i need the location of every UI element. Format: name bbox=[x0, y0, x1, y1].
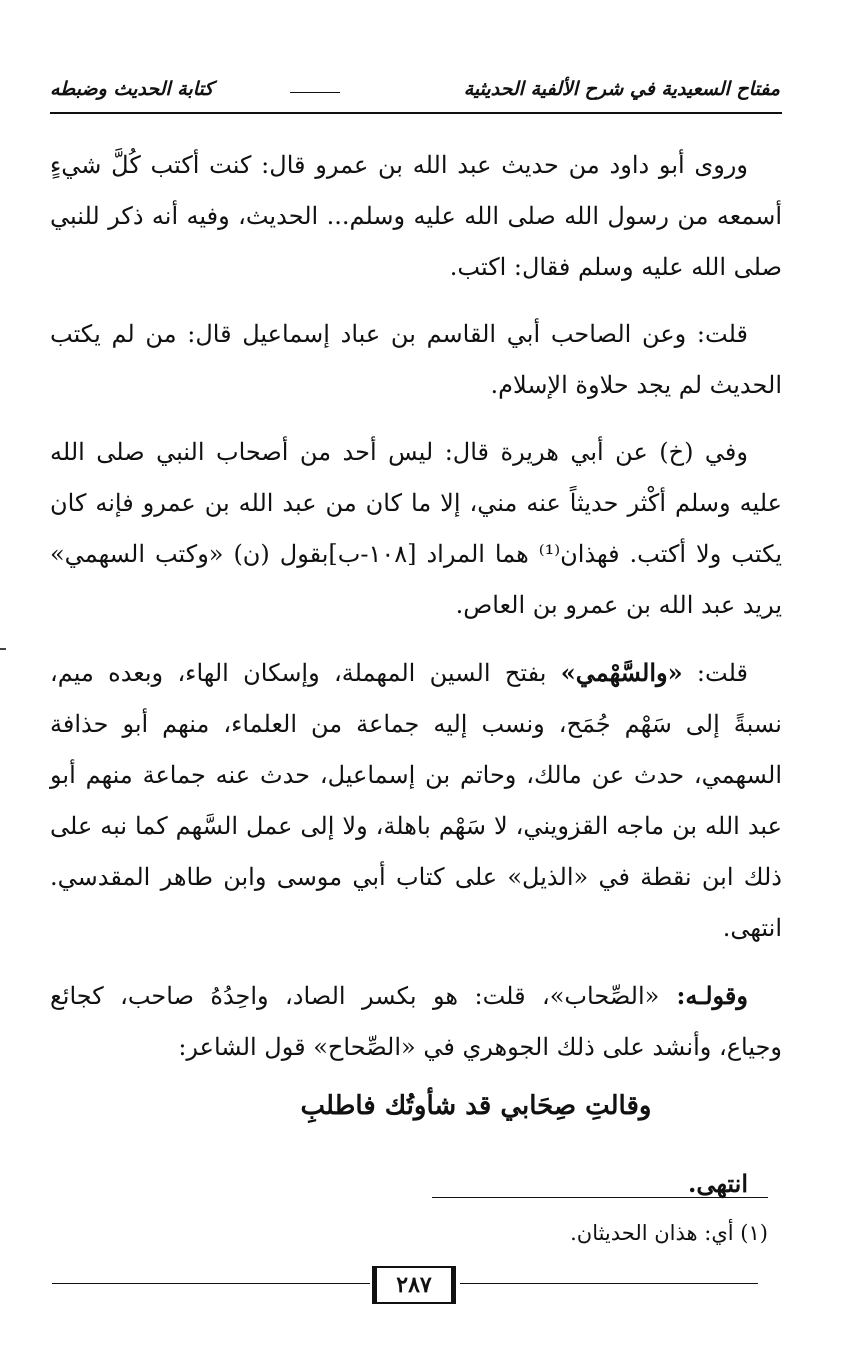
poetry-verse: وقالتِ صِحَابي قد شأوتُك فاطلبِ bbox=[300, 1091, 652, 1121]
paragraph-3: وفي (خ) عن أبي هريرة قال: ليس أحد من أصحاب النبي صلى الله عليه وسلم أكْثر حديثاً عنه مني، إلا ما كان من عبد الله بن عمرو فإنه كان يكتب ولا أكتب. فهذان⁽¹⁾ هما المراد [١٠٨-ب]بقول (ن) «وكتب السهمي» يريد عبد الله بن عمرو بن العاص. bbox=[50, 438, 783, 619]
paragraph-5 bbox=[50, 970, 782, 1073]
main-text bbox=[50, 140, 782, 1209]
chapter-title: كتابة الحديث وضبطه bbox=[50, 78, 214, 100]
footnote-rule bbox=[432, 1197, 768, 1198]
book-title: مفتاح السعيدية في شرح الألفية الحديثية bbox=[463, 78, 780, 100]
paragraph-4 bbox=[50, 647, 782, 954]
end-word: انتهى. bbox=[687, 1169, 748, 1198]
paragraph-4-body: بفتح السين المهملة، وإسكان الهاء، وبعده ميم، نسبةً إلى سَهْم جُمَح، ونسب إليه جماعة من العلماء، منهم أبو حذافة السهمي، حدث عن مالك، وحاتم بن إسماعيل، حدث عنه جماعة منهم أبو عبد الله بن ماجه القزويني، لا سَهْم باهلة، ولا إلى عمل السَّهم كما نبه على ذلك ابن نقطة في «الذيل» على كتاب أبي موسى وابن طاهر المقدسي. انتهى. bbox=[50, 659, 782, 942]
paragraph-5-term: وقولـه: bbox=[659, 981, 748, 1010]
paragraph-1: وروى أبو داود من حديث عبد الله بن عمرو قال: كنت أكتب كُلَّ شيءٍ أسمعه من رسول الله صلى الله عليه وسلم... الحديث، وفيه أنه ذكر للنبي صلى الله عليه وسلم فقال: اكتب. bbox=[50, 151, 782, 281]
page-number: ٢٨٧ bbox=[372, 1266, 456, 1304]
paragraph-4-term: «والسَّهْمي» bbox=[560, 658, 683, 687]
scan-mark bbox=[0, 648, 6, 650]
paragraph-5-body: «الصِّحاب»، قلت: هو بكسر الصاد، واحِدُهُ صاحب، كجائع وجياع، وأنشد على ذلك الجوهري في «الصِّحاح» قول الشاعر: bbox=[50, 982, 782, 1061]
paragraph-2: قلت: وعن الصاحب أبي القاسم بن عباد إسماعيل قال: من لم يكتب الحديث لم يجد حلاوة الإسلام. bbox=[50, 320, 782, 399]
footer-rule-left bbox=[52, 1283, 370, 1284]
header-dash bbox=[290, 92, 340, 93]
header-rule bbox=[50, 112, 782, 114]
running-header bbox=[50, 78, 780, 110]
footnote: (١) أي: هذان الحديثان. bbox=[570, 1221, 768, 1245]
paragraph-4-lead: قلت: bbox=[682, 659, 748, 687]
footer-rule-right bbox=[460, 1283, 758, 1284]
